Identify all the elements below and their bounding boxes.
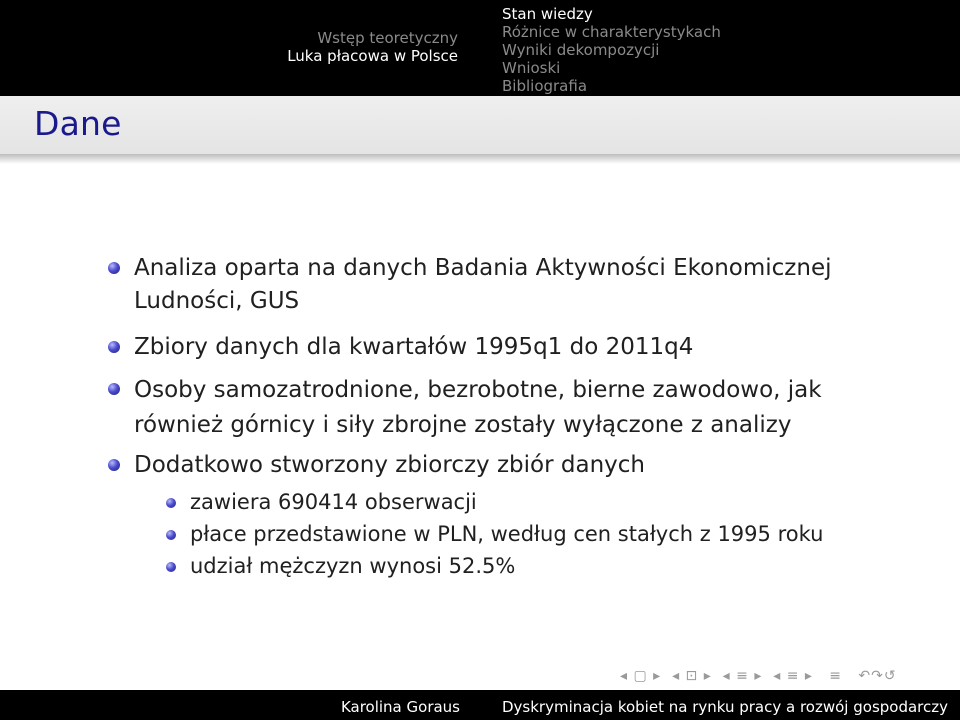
nav-section-intro[interactable]: Wstęp teoretyczny [317,29,458,47]
section-navigation-bar [0,0,960,96]
list-item-data-source: Analiza oparta na danych Badania Aktywności Ekonomicznej [134,255,832,281]
nav-subsection-bibliography[interactable]: Bibliografia [502,77,588,95]
bullet-icon [108,459,120,471]
list-item-periods: Zbiory danych dla kwartałów 1995q1 do 2011q4 [134,334,694,360]
title-bar-shadow [0,154,960,164]
footer-bar [0,690,960,720]
bullet-icon [108,262,120,274]
nav-subsection-state-of-knowledge[interactable]: Stan wiedzy [502,5,593,23]
frame-title: Dane [34,104,122,143]
list-item-data-source-cont: Ludności, GUS [134,288,300,314]
list-item-pooled-dataset: Dodatkowo stworzony zbiorczy zbiór danych [134,452,645,478]
beamer-navigation-symbols[interactable]: ◂ ▢ ▸ ◂ ⊡ ▸ ◂ ≡ ▸ ◂ ≡ ▸ ≡ ↶↷↺ [620,668,897,684]
nav-subsection-differences[interactable]: Różnice w charakterystykach [502,23,721,41]
list-item-exclusions: Osoby samozatrodnione, bezrobotne, bierne zawodowo, jak [134,377,822,403]
sub-bullet-icon [166,562,176,572]
list-item-exclusions-cont: również górnicy i siły zbrojne zostały wyłączone z analizy [134,412,792,438]
sub-item-wages: płace przedstawione w PLN, według cen stałych z 1995 roku [190,522,824,546]
sub-bullet-icon [166,530,176,540]
nav-subsection-conclusions[interactable]: Wnioski [502,59,561,77]
sub-bullet-icon [166,498,176,508]
footer-title: Dyskryminacja kobiet na rynku pracy a rozwój gospodarczy [502,698,949,716]
sub-item-observations: zawiera 690414 obserwacji [190,490,477,514]
nav-right-panel [482,0,960,96]
frame-title-bar [0,96,960,154]
bullet-icon [108,383,120,395]
bullet-icon [108,341,120,353]
footer-author: Karolina Goraus [340,698,460,716]
nav-left-panel [0,0,482,96]
nav-subsection-results[interactable]: Wyniki dekompozycji [502,41,660,59]
sub-item-male-share: udział mężczyzn wynosi 52.5% [190,554,516,578]
nav-section-pay-gap[interactable]: Luka płacowa w Polsce [287,47,458,65]
